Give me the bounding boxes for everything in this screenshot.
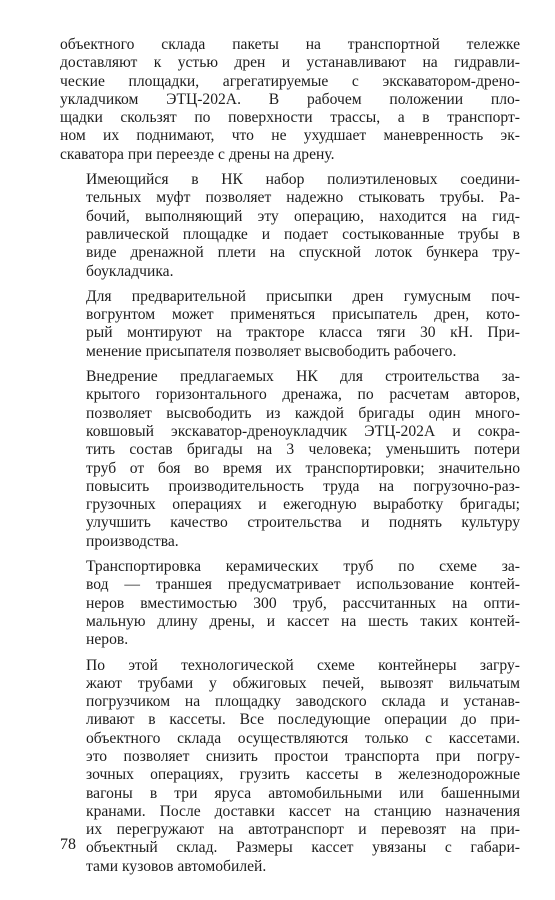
paragraph <box>60 171 520 281</box>
text-line: виде дренажной плети на спускной лоток бункера тру- <box>86 244 520 262</box>
text-line: тельных муфт позволяет надежно стыковать трубы. Ра- <box>86 189 520 207</box>
text-line: труб от боя во время их транспортировки; значительно <box>86 459 520 477</box>
text-line: неров. <box>86 631 129 649</box>
text-line: Внедрение предлагаемых НК для строительства за- <box>86 368 520 386</box>
text-line: ном их поднимают, что не ухудшает маневренность эк- <box>60 127 520 145</box>
text-line: вод — траншея предусматривает использование контей- <box>86 576 520 594</box>
text-line: погрузчиком на площадку заводского склада и устанав- <box>86 693 520 711</box>
page-text-body <box>60 36 520 883</box>
text-line: укладчиком ЭТЦ-202А. В рабочем положении пло- <box>60 90 520 108</box>
text-line: менение присыпателя позволяет высвободить рабочего. <box>86 342 457 360</box>
text-line: грузочных операциях и ежегодную выработку бригады; <box>86 496 520 514</box>
text-line: ливают в кассеты. Все последующие операции до при- <box>86 711 520 729</box>
paragraph <box>60 657 520 877</box>
text-line: позволяет высвободить из каждой бригады один много- <box>86 404 520 422</box>
text-line: рый монтируют на тракторе класса тяги 30 кН. При- <box>86 324 520 342</box>
paragraph <box>60 558 520 649</box>
text-line: бочий, выполняющий эту операцию, находится на гид- <box>86 207 520 225</box>
text-line: тами кузовов автомобилей. <box>86 857 267 875</box>
text-line: объектный склад. Размеры кассет увязаны с габари- <box>86 839 520 857</box>
text-line: их перегружают на автотранспорт и перевозят на при- <box>86 821 520 839</box>
text-line: доставляют к устью дрен и устанавливают на гидравли- <box>60 54 520 72</box>
text-line: боукладчика. <box>86 262 174 280</box>
page-number: 78 <box>60 836 76 853</box>
text-line: повысить производительность труда на погрузочно-раз- <box>86 477 520 495</box>
text-line: скаватора при переезде с дрены на дрену. <box>60 145 335 163</box>
text-line: тить состав бригады на 3 человека; уменьшить потери <box>86 441 520 459</box>
text-line: жают трубами у обжиговых печей, вывозят вильчатым <box>86 674 520 692</box>
paragraph <box>60 368 520 551</box>
text-line: Имеющийся в НК набор полиэтиленовых соедини- <box>86 171 520 189</box>
text-line: равлической площадке и подает состыкованные трубы в <box>86 225 520 243</box>
text-line: Транспортировка керамических труб по схеме за- <box>86 558 520 576</box>
text-line: вагоны в три яруса автомобильными или башенными <box>86 784 520 802</box>
text-line: кранами. После доставки кассет на станцию назначения <box>86 802 520 820</box>
text-line: крытого горизонтального дренажа, по расчетам авторов, <box>86 386 520 404</box>
text-line: ковшовый экскаватор-дреноукладчик ЭТЦ-202А и сокра- <box>86 422 520 440</box>
text-line: ческие площадки, агрегатируемые с экскаватором-дрено- <box>60 72 520 90</box>
text-line: мальную длину дрены, и кассет на шесть таких контей- <box>86 612 520 630</box>
text-line: неров вместимостью 300 труб, рассчитанных на опти- <box>86 594 520 612</box>
text-line: это позволяет снизить простои транспорта при погру- <box>86 747 520 765</box>
text-line: щадки скользят по поверхности трассы, а в транспорт- <box>60 109 520 127</box>
text-line: объектного склада осуществляются только с кассетами. <box>86 729 520 747</box>
text-line: зочных операциях, грузить кассеты в железнодорожные <box>86 766 520 784</box>
paragraph <box>60 36 520 164</box>
text-line: По этой технологической схеме контейнеры загру- <box>86 656 520 674</box>
text-line: объектного склада пакеты на транспортной тележке <box>60 36 520 53</box>
text-line: улучшить качество строительства и поднять культуру <box>86 514 520 532</box>
text-line: вогрунтом может применяться присыпатель дрен, кото- <box>86 306 520 324</box>
text-line: производства. <box>86 532 179 550</box>
paragraph <box>60 288 520 361</box>
text-line: Для предварительной присыпки дрен гумусным поч- <box>86 287 520 305</box>
